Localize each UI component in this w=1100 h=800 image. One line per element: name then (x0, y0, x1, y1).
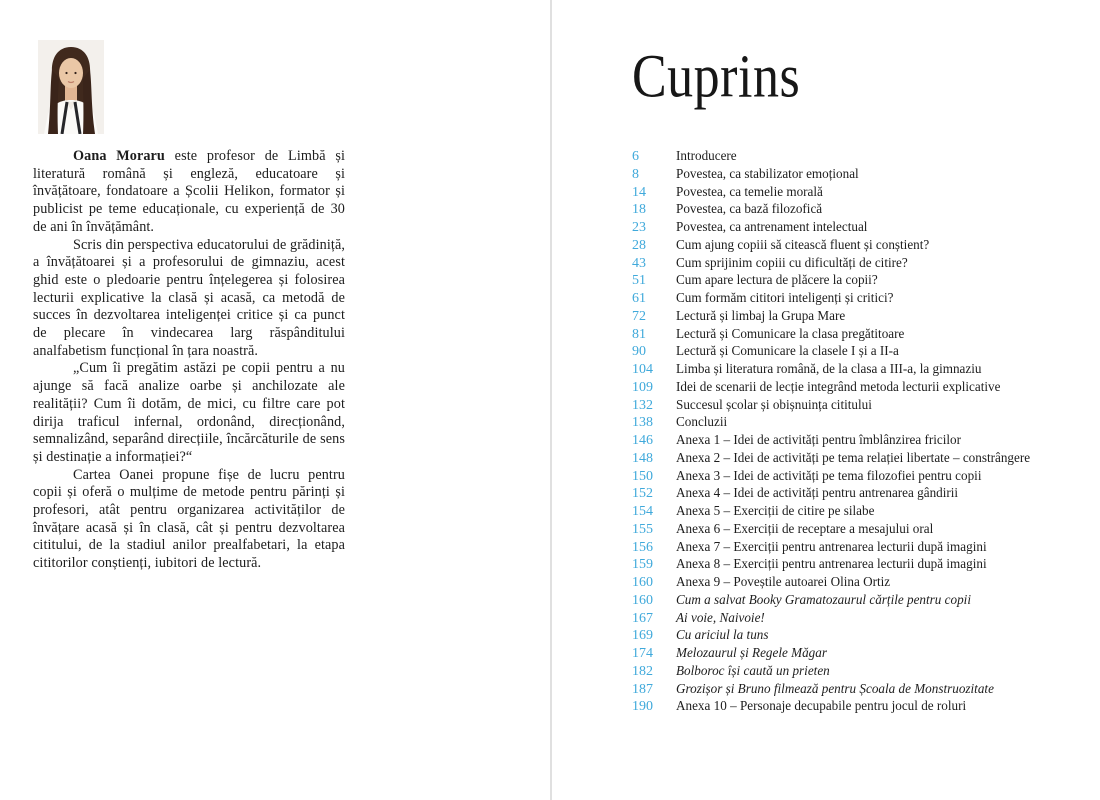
toc-entry-label: Concluzii (676, 415, 728, 431)
toc-entry-label: Lectură și Comunicare la clasele I și a II-a (676, 344, 899, 360)
toc-entry-label: Melozaurul și Regele Măgar (676, 646, 827, 661)
toc-row (630, 414, 1100, 432)
toc-entry-label: Anexa 7 – Exerciții pentru antrenarea lecturii după imagini (676, 539, 987, 555)
toc-page-number: 187 (632, 681, 653, 697)
toc-page-number: 23 (632, 220, 646, 235)
toc-row (630, 432, 1100, 450)
toc-entry-label: Anexa 2 – Idei de activități pe tema relației libertate – constrângere (676, 450, 1031, 466)
toc-entry-label: Idei de scenarii de lecție integrând metoda lecturii explicative (676, 379, 1001, 395)
author-name: Oana Moraru (73, 148, 165, 164)
toc-row (630, 698, 1100, 716)
toc-entry-label: Cum ajung copiii să citească fluent și conștient? (676, 237, 930, 253)
toc-entry-label: Cu ariciul la tuns (676, 628, 769, 644)
author-bio (33, 148, 345, 573)
toc-entry-label: Ai voie, Naivoie! (676, 610, 765, 626)
toc-entry-label: Cum a salvat Booky Gramatozaurul cărțile pentru copii (676, 592, 971, 608)
toc-page-number: 18 (632, 202, 646, 218)
toc-page-number: 6 (632, 149, 639, 164)
toc-entry-label: Introducere (676, 149, 737, 164)
toc-entry-label: Anexa 5 – Exerciții de citire pe silabe (676, 504, 875, 519)
toc-row (630, 539, 1100, 557)
toc-page-number: 174 (632, 646, 653, 661)
toc-row (630, 290, 1100, 308)
toc-row (630, 468, 1100, 486)
toc-page-number: 148 (632, 450, 653, 466)
toc-entry-label: Lectură și Comunicare la clasa pregătitoare (676, 326, 905, 342)
toc-row (630, 219, 1100, 237)
toc-row (630, 148, 1100, 166)
toc-entry-label: Cum apare lectura de plăcere la copii? (676, 273, 878, 289)
toc-entry-label: Anexa 1 – Idei de activități pentru îmblânzirea fricilor (676, 433, 962, 448)
toc-entry-label: Anexa 3 – Idei de activități pe tema filozofiei pentru copii (676, 468, 982, 484)
toc-entry-label: Limba și literatura română, de la clasa a III-a, la gimnaziu (676, 362, 982, 377)
author-eye-left (65, 72, 67, 74)
left-page (33, 40, 345, 573)
toc-page-number: 51 (632, 273, 646, 289)
toc-page-number: 132 (632, 397, 653, 413)
toc-page-number: 109 (632, 379, 653, 395)
bio-paragraph-1 (33, 148, 345, 237)
toc-page-number: 81 (632, 326, 646, 342)
toc-row (630, 485, 1100, 503)
toc-row (630, 627, 1100, 645)
toc-page-number: 61 (632, 291, 646, 306)
toc-row (630, 503, 1100, 521)
toc-page-number: 152 (632, 486, 653, 502)
toc-entry-label: Succesul școlar și obișnuința cititului (676, 397, 872, 413)
toc-entry-label: Povestea, ca temelie morală (676, 184, 823, 200)
toc-page-number: 155 (632, 521, 653, 537)
toc-row (630, 201, 1100, 219)
toc-list (630, 148, 1100, 716)
toc-entry-label: Povestea, ca stabilizator emoțional (676, 166, 859, 182)
page-divider (550, 0, 552, 800)
toc-row (630, 397, 1100, 415)
toc-page-number: 72 (632, 308, 646, 324)
toc-page-number: 104 (632, 362, 653, 377)
toc-row (630, 610, 1100, 628)
toc-page-number: 14 (632, 184, 646, 200)
toc-entry-label: Anexa 8 – Exerciții pentru antrenarea lecturii după imagini (676, 557, 987, 573)
toc-page-number: 167 (632, 610, 653, 626)
toc-row (630, 681, 1100, 699)
author-eye-right (74, 72, 76, 74)
bio-paragraph-1-text: este profesor de Limbă și literatură română și engleză, educatoare și învățătoare, fondatoare a Școlii Helikon, formator și publicist pe teme educaționale, cu experiență de 30 de ani în învățământ. (33, 148, 345, 235)
toc-row (630, 308, 1100, 326)
toc-row (630, 379, 1100, 397)
toc-row (630, 237, 1100, 255)
toc-page-number: 150 (632, 468, 653, 484)
toc-entry-label: Cum sprijinim copiii cu dificultăți de citire? (676, 255, 908, 271)
toc-entry-label: Grozișor și Bruno filmează pentru Școala de Monstruozitate (676, 681, 994, 697)
bio-paragraph-3: „Cum îi pregătim astăzi pe copii pentru a nu ajunge să facă analize oarbe și anchilozate ale realității? Cum îi dotăm, de mici, cu filtre care pot dirija traficul infernal, ordonând, direcționând, semnalizând, separând direcțiile, încărcăturile de sens și destinație a informației?“ (33, 360, 345, 465)
toc-entry-label: Anexa 10 – Personaje decupabile pentru jocul de roluri (676, 699, 967, 715)
toc-page-number: 8 (632, 166, 639, 182)
author-face (59, 58, 83, 88)
toc-page-number: 190 (632, 699, 653, 715)
toc-entry-label: Cum formăm cititori inteligenți și critici? (676, 291, 894, 306)
toc-page-number: 160 (632, 592, 653, 608)
toc-page-number: 160 (632, 575, 653, 590)
bio-paragraph-4: Cartea Oanei propune fișe de lucru pentru copii și oferă o mulțime de metode pentru părinți și profesori, atât pentru organizarea activităților de învățare acasă și în clasă, cât și pentru dezvoltarea cititului, de la stadiul anilor prealfabetari, la etapa cititorilor conștienți, iubitori de lectură. (33, 466, 345, 572)
toc-page-number: 28 (632, 237, 646, 253)
right-page (630, 0, 1100, 800)
toc-row (630, 361, 1100, 379)
toc-entry-label: Povestea, ca bază filozofică (676, 202, 823, 218)
bio-paragraph-2: Scris din perspectiva educatorului de grădiniță, a învățătoarei și a profesorului de gimnaziu, acest ghid este o pledoarie pentru înțelegerea și folosirea lecturii explicative la clasă și acasă, ca metodă de succes în dezvoltarea inteligenței critice și ca punct de plecare în vindecarea larg răspânditului analfabetism funcțional în țara noastră. (33, 236, 345, 359)
author-photo (38, 40, 104, 134)
toc-row (630, 592, 1100, 610)
toc-row (630, 521, 1100, 539)
toc-page-number: 169 (632, 628, 653, 644)
toc-row (630, 645, 1100, 663)
toc-entry-label: Bolboroc își caută un prieten (676, 663, 830, 679)
toc-row (630, 166, 1100, 184)
toc-entry-label: Anexa 6 – Exerciții de receptare a mesajului oral (676, 521, 934, 537)
toc-row (630, 184, 1100, 202)
toc-row (630, 450, 1100, 468)
toc-row (630, 574, 1100, 592)
toc-entry-label: Povestea, ca antrenament intelectual (676, 220, 868, 235)
toc-row (630, 255, 1100, 273)
toc-page-number: 146 (632, 433, 653, 448)
toc-page-number: 159 (632, 557, 653, 573)
toc-row (630, 663, 1100, 681)
toc-page-number: 138 (632, 415, 653, 431)
toc-row (630, 556, 1100, 574)
toc-entry-label: Anexa 4 – Idei de activități pentru antrenarea gândirii (676, 486, 959, 502)
toc-page-number: 43 (632, 255, 646, 271)
contents-title: Cuprins (632, 43, 801, 111)
toc-row (630, 343, 1100, 361)
toc-row (630, 272, 1100, 290)
toc-row (630, 326, 1100, 344)
toc-page-number: 182 (632, 663, 653, 679)
toc-page-number: 90 (632, 344, 646, 360)
toc-entry-label: Lectură și limbaj la Grupa Mare (676, 308, 846, 324)
toc-page-number: 154 (632, 504, 653, 519)
toc-page-number: 156 (632, 539, 653, 555)
toc-entry-label: Anexa 9 – Poveștile autoarei Olina Ortiz (676, 575, 891, 590)
